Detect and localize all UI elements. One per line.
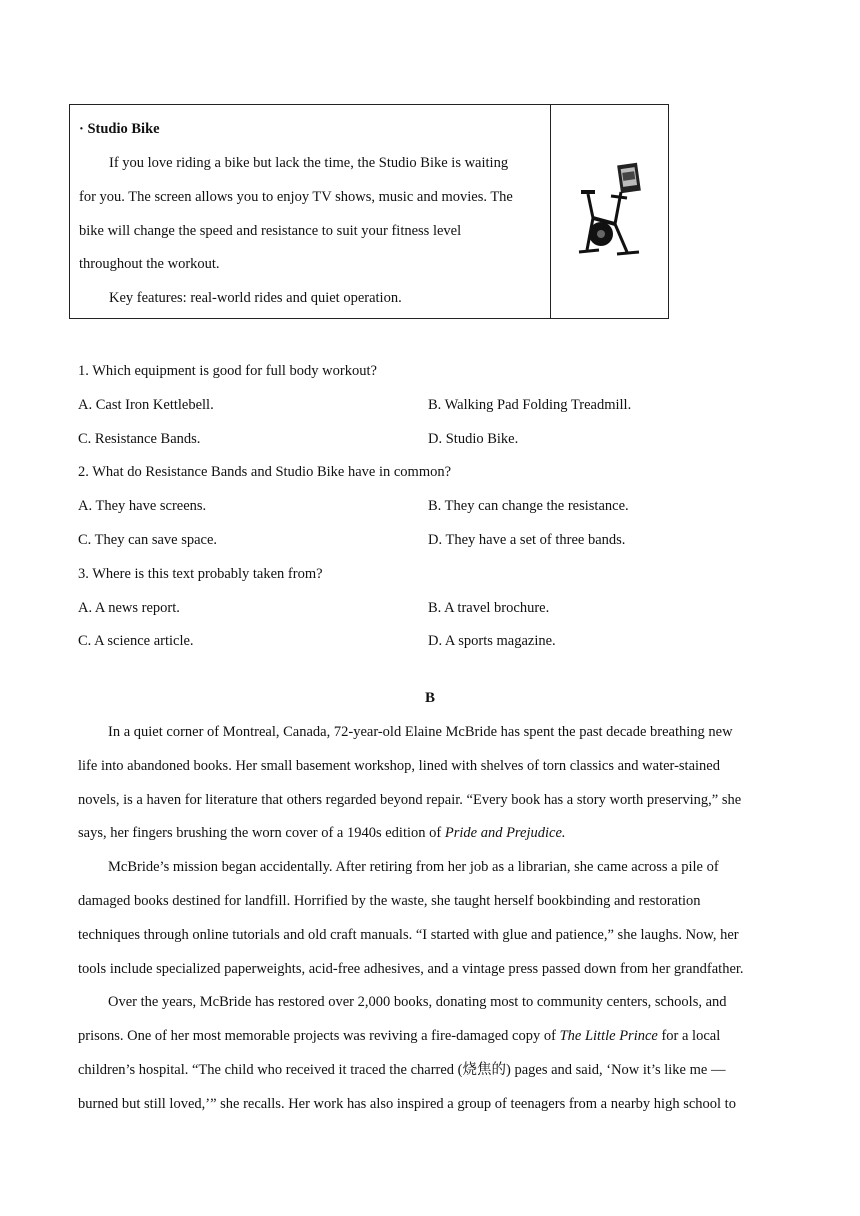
product-table [69,104,669,319]
description-line: throughout the workout. [79,256,220,273]
exercise-bike-icon [575,162,645,262]
passage-text: for a local [657,1028,721,1045]
passage-line: life into abandoned books. Her small basement workshop, lined with shelves of torn classics and water-stained [78,757,720,774]
option-c: C. A science article. [78,633,194,650]
option-a: A. Cast Iron Kettlebell. [78,396,214,413]
option-b: B. A travel brochure. [428,599,550,616]
product-image-cell [551,105,668,318]
passage-line: children’s hospital. “The child who received it traced the charred (烧焦的) pages and said, ‘Now it’s like me — [78,1061,726,1078]
option-a: A. They have screens. [78,498,207,515]
question-text: 2. What do Resistance Bands and Studio Bike have in common? [78,464,452,481]
product-title: · Studio Bike [79,121,160,137]
option-d: D. Studio Bike. [428,430,519,447]
description-line: bike will change the speed and resistance to suit your fitness level [79,222,462,239]
question-list [78,361,778,665]
passage-line [78,823,778,857]
passage-line: In a quiet corner of Montreal, Canada, 72-year-old Elaine McBride has spent the past decade breathing new [108,724,733,740]
description-line: for you. The screen allows you to enjoy TV shows, music and movies. The [79,188,513,205]
passage-line: damaged books destined for landfill. Horrified by the waste, she taught herself bookbinding and restoration [78,892,701,909]
description-line: If you love riding a bike but lack the time, the Studio Bike is waiting [109,155,509,171]
passage-text: says, her fingers brushing the worn cover of a 1940s edition of [78,825,445,842]
question-text: 1. Which equipment is good for full body workout? [78,363,377,379]
option-c: C. They can save space. [78,531,218,548]
passage-line: burned but still loved,’” she recalls. Her work has also inspired a group of teenagers from a nearby high school to [78,1095,736,1112]
key-features: Key features: real-world rides and quiet operation. [109,290,402,307]
passage-text: prisons. One of her most memorable projects was reviving a fire-damaged copy of [78,1028,560,1045]
option-c: C. Resistance Bands. [78,430,201,447]
reading-passage [78,722,778,1128]
option-a: A. A news report. [78,599,180,616]
option-d: D. They have a set of three bands. [428,531,626,548]
option-b: B. They can change the resistance. [428,498,629,515]
option-d: D. A sports magazine. [428,633,556,650]
book-title: The Little Prince [559,1028,658,1045]
question-text: 3. Where is this text probably taken from? [78,565,323,582]
passage-line: tools include specialized paperweights, acid-free adhesives, and a vintage press passed down from her grandfather. [78,960,744,977]
passage-line: Over the years, McBride has restored over 2,000 books, donating most to community centers, schools, and [108,994,727,1011]
option-b: B. Walking Pad Folding Treadmill. [428,396,632,413]
product-description-cell [70,105,551,318]
passage-line: novels, is a haven for literature that others regarded beyond repair. “Every book has a story worth preserving,” she [78,791,742,808]
book-title: Pride and Prejudice. [444,825,566,842]
section-heading: B [424,690,435,706]
passage-line: McBride’s mission began accidentally. After retiring from her job as a librarian, she came across a pile of [108,859,719,876]
passage-line: techniques through online tutorials and old craft manuals. “I started with glue and patience,” she laughs. Now, her [78,926,739,943]
passage-line [78,1026,778,1060]
